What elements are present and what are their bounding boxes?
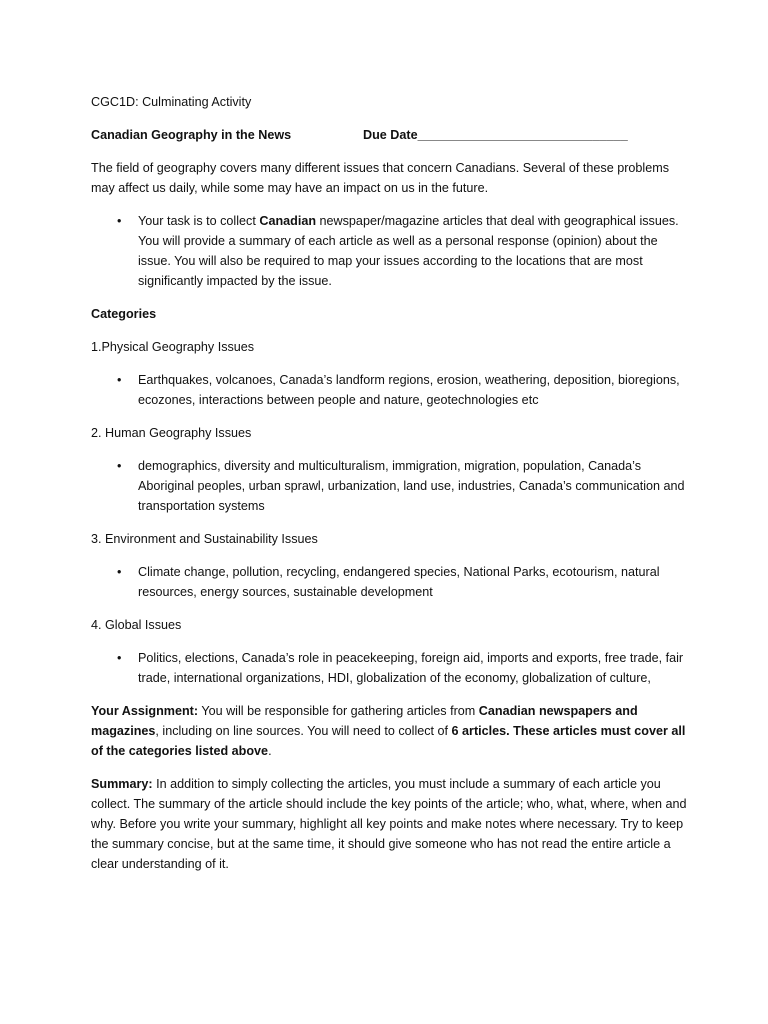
- task-text-pre: Your task is to collect: [138, 214, 260, 228]
- course-code: CGC1D: Culminating Activity: [91, 95, 252, 109]
- assignment-label: Your Assignment:: [91, 704, 199, 718]
- category-heading-human: 2. Human Geography Issues: [91, 426, 252, 440]
- title-row: [91, 125, 688, 145]
- category-bullet-human: [91, 456, 688, 516]
- categories-heading: Categories: [91, 307, 157, 321]
- category-items-environment: Climate change, pollution, recycling, endangered species, National Parks, ecotourism, natural resources, energy sources, sustainable development: [138, 565, 660, 599]
- category-items-physical: Earthquakes, volcanoes, Canada’s landform regions, erosion, weathering, deposition, bioregions, ecozones, interactions between people and nature, geotechnologies etc: [138, 373, 680, 407]
- due-date-field: Due Date______________________________: [363, 128, 628, 142]
- assignment-text-3: .: [268, 744, 272, 758]
- category-bullet-global: [91, 648, 688, 688]
- category-items-global: Politics, elections, Canada’s role in peacekeeping, foreign aid, imports and exports, free trade, fair trade, international organizations, HDI, globalization of the economy, globalization of culture,: [138, 651, 684, 685]
- summary-label: Summary:: [91, 777, 153, 791]
- assignment-bold-2: 6 articles. These articles must cover all of the categories listed above: [91, 724, 686, 758]
- task-bullet: [91, 211, 688, 291]
- bullet-glyph: •: [117, 565, 122, 579]
- category-heading-environment: 3. Environment and Sustainability Issues: [91, 532, 318, 546]
- assignment-text-2: , including on line sources. You will need to collect of: [155, 724, 452, 738]
- summary-text: In addition to simply collecting the articles, you must include a summary of each article you collect. The summary of the article should include the key points of the article; who, what, where, when and why. Before you write your summary, highlight all key points and make notes where necessary. Try to keep the summary concise, but at the same time, it should give someone who has not read the entire article a clear understanding of it.: [91, 777, 687, 871]
- category-items-human: demographics, diversity and multiculturalism, immigration, migration, population, Canada’s Aboriginal peoples, urban sprawl, urbanization, land use, industries, Canada’s communication and transportation systems: [138, 459, 685, 513]
- bullet-glyph: •: [117, 651, 122, 665]
- document-title: Canadian Geography in the News: [91, 128, 292, 142]
- category-heading-global: 4. Global Issues: [91, 618, 182, 632]
- intro-paragraph: The field of geography covers many different issues that concern Canadians. Several of these problems may affect us daily, while some may have an impact on us in the future.: [91, 161, 670, 195]
- bullet-glyph: •: [117, 373, 122, 387]
- bullet-glyph: •: [117, 459, 122, 473]
- task-text: [138, 211, 688, 291]
- category-bullet-environment: [91, 562, 688, 602]
- assignment-paragraph: [91, 701, 688, 761]
- task-text-post: newspaper/magazine articles that deal with geographical issues. You will provide a summary of each article as well as a personal response (opinion) about the issue. You will also be required to map your issues according to the locations that are most significantly impacted by the issue.: [138, 214, 679, 288]
- bullet-glyph: •: [117, 214, 122, 228]
- summary-paragraph: [91, 774, 688, 874]
- assignment-text-1: You will be responsible for gathering articles from: [198, 704, 479, 718]
- category-bullet-physical: [91, 370, 688, 410]
- category-heading-physical: 1.Physical Geography Issues: [91, 340, 255, 354]
- task-text-bold: Canadian: [259, 214, 317, 228]
- assignment-bold-1: Canadian newspapers and magazines: [91, 704, 638, 738]
